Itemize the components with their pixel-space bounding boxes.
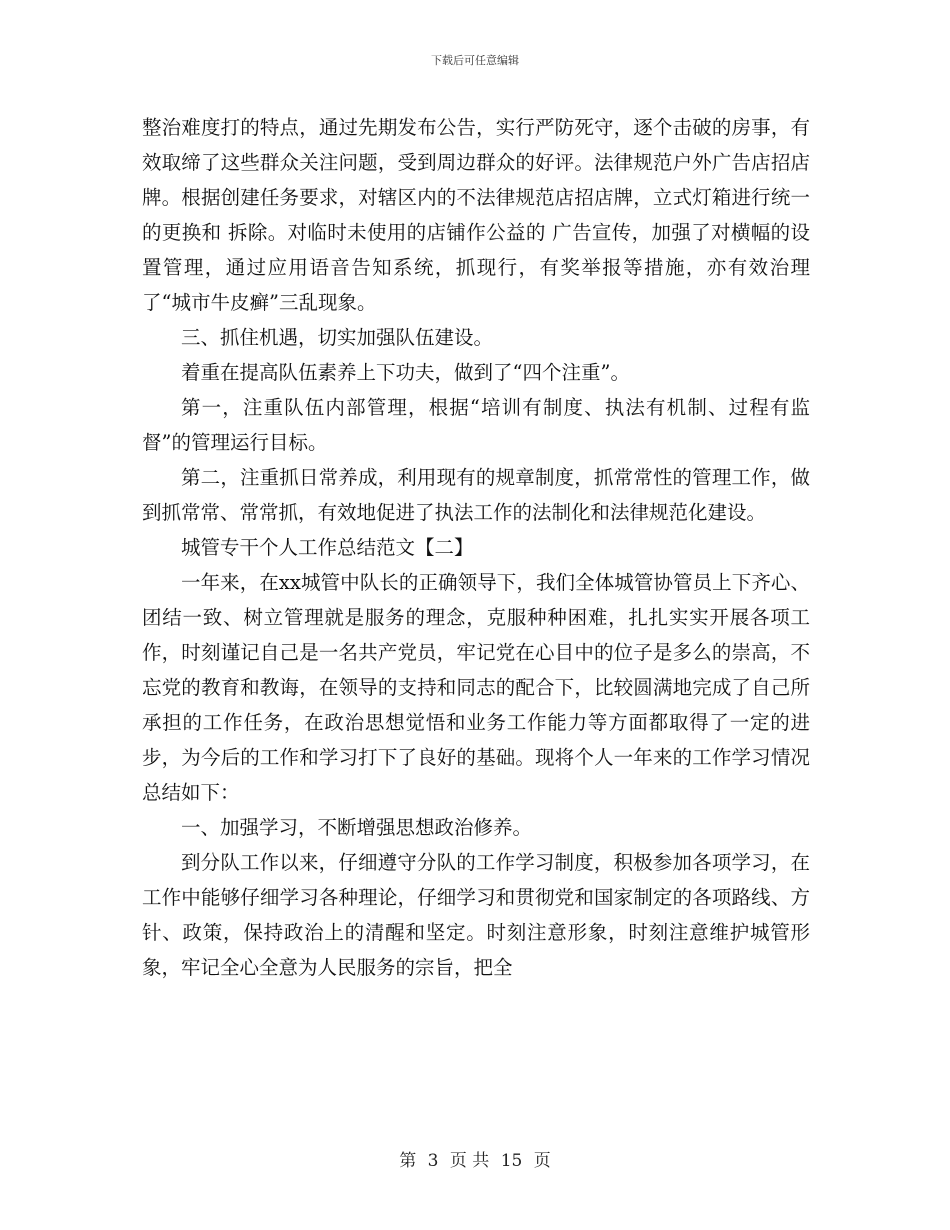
paragraph-2: 三、抓住机遇，切实加强队伍建设。 <box>181 326 494 349</box>
footer-middle: 页 共 <box>449 1151 490 1171</box>
paragraph-9: 到分队工作以来，仔细遵守分队的工作学习制度，积极参加各项学习，在工作中能够仔细学习各种理论，仔细学习和贯彻党和国家制定的各项路线、方针、政策，保持政治上的清醒和坚定。时刻注意形象，时刻注意维护城管形象，牢记全心全意为人民服务的宗旨，把全 <box>142 851 810 979</box>
paragraph-3: 着重在提高队伍素养上下功夫，做到了“四个注重”。 <box>181 361 630 384</box>
page-footer <box>0 1150 950 1172</box>
page-header-note: 下载后可任意编辑 <box>431 54 519 67</box>
paragraph-7: 一年来，在xx城管中队长的正确领导下，我们全体城管协管员上下齐心、团结一致、树立管理就是服务的理念，克服种种困难，扎扎实实开展各项工作，时刻谨记自己是一名共产党员，牢记党在心目中的位子是多么的崇高，不忘党的教育和教诲，在领导的支持和同志的配合下，比较圆满地完成了自己所承担的工作任务，在政治思想觉悟和业务工作能力等方面都取得了一定的进步，为今后的工作和学习打下了良好的基础。现将个人一年来的工作学习情况总结如下： <box>142 571 810 804</box>
footer-total-pages: 15 <box>500 1151 523 1171</box>
document-body <box>142 110 810 985</box>
footer-current-page: 3 <box>427 1151 439 1171</box>
footer-prefix: 第 <box>399 1151 417 1171</box>
paragraph-5: 第二，注重抓日常养成，利用现有的规章制度，抓常常性的管理工作，做到抓常常、常常抓，有效地促进了执法工作的法制化和法律规范化建设。 <box>142 466 810 524</box>
footer-suffix: 页 <box>533 1151 551 1171</box>
paragraph-1: 整治难度打的特点，通过先期发布公告，实行严防死守，逐个击破的房事，有效取缔了这些群众关注问题，受到周边群众的好评。法律规范户外广告店招店牌。根据创建任务要求，对辖区内的不法律规范店招店牌，立式灯箱进行统一的更换和 拆除。对临时未使用的店铺作公益的 广告宣传，加强了对横幅的设置管理，通过应用语音告知系统，抓现行，有奖举报等措施，亦有效治理了“城市牛皮癣”三乱现象。 <box>142 116 810 314</box>
paragraph-4: 第一，注重队伍内部管理，根据“培训有制度、执法有机制、过程有监督”的管理运行目标。 <box>142 396 810 454</box>
paragraph-8: 一、加强学习，不断增强思想政治修养。 <box>181 816 533 839</box>
section-heading: 城管专干个人工作总结范文【二】 <box>181 536 474 559</box>
